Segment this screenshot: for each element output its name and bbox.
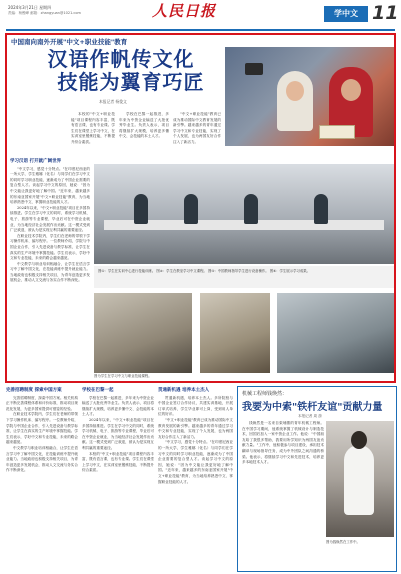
lab-photo xyxy=(94,164,394,264)
profile-paragraph: 钱焕然是一名来自柬埔寨的青年机械工程师。在中国学习期间，他系统掌握了机械设计与制造技术，回国后加入一家中资企业工作。他说："中国朋友给了我很多帮助，我要用所学知识为两国友谊贡献力量。"工作中，他积极参与项目建设，承担技术翻译与现场指导任务，成为中外团队之间沟通的桥梁。他表示，将继续学习中文和先进技术，培养更多本地技术人才。 xyxy=(242,421,324,465)
lower-paragraph-2: 学校在巴黎一起推进，多年来为中资企业输送了大批优秀毕业生。负责人表示，项目将继续扩大规模，培养更多懂中文、会技能的本土人才。 xyxy=(82,395,154,417)
intro-column-a xyxy=(71,112,115,158)
headline-line-2: 技能为翼育巧匠 xyxy=(57,70,205,94)
left-paragraph-3: 在职业技术学院内，学生们在老师的带领下学习操作机床、编写程序。一位教师介绍，学院与中国企业合作，引入先进设备与教学标准，让学生在真实的生产环境中掌握技能。学生们表示，学好中文和专业技能，未来的路会越来越宽。 xyxy=(10,233,90,261)
intro-paragraph-a: 本校的"中文+职业技能"项目课程内容丰富，既有语言课，也有专业课。学生们在课堂上学习中文，在实训室里锻炼技能，不断提升综合素质。 xyxy=(71,112,115,144)
profile-byline: 本报记者 周 游 xyxy=(298,414,322,418)
intro-column-b xyxy=(119,112,169,158)
lower-paragraph-1c: 中文教学与职业培训相融合，让学生在语言学习中了解中国文化，在技能训练中提升就业能力。当地政府也积极支持相关项目，为青年创造更多发展机会，推动人文交流与务实合作不断深化。 xyxy=(6,445,78,473)
lab-person-1 xyxy=(134,194,148,224)
lower-paragraph-1b: 在职业技术学院内，学生们在老师的带领下学习操作机床、编写程序。一位教师介绍，学院与中国企业合作，引入先进设备与教学标准，让学生在真实的生产环境中掌握技能。学生们表示，学好中文和专业技能，未来的路会越来越宽。 xyxy=(6,412,78,445)
feature-article xyxy=(5,33,396,383)
caption-box xyxy=(94,266,394,288)
lower-column-1 xyxy=(6,386,78,572)
left-paragraph-4: 中文教学与职业培训相融合，让学生在语言学习中了解中国文化，在技能训练中提升就业能力。当地政府也积极支持相关项目，为青年创造更多发展机会，推动人文交流与务实合作不断深化。 xyxy=(10,261,90,283)
lab-person-2 xyxy=(184,194,198,224)
profile-title: 我要为中索"铁杆友谊"贡献力量 xyxy=(242,402,383,413)
subhead-4: 完善招聘制度 探索中国方案 xyxy=(6,388,62,393)
lab-person-3 xyxy=(244,194,258,224)
photo-small-2 xyxy=(200,293,270,373)
face-left xyxy=(286,81,304,101)
calligraphy-scroll xyxy=(319,125,355,139)
intro-paragraph-b: 学校在巴黎一起推进，多年来为中资企业输送了大批优秀毕业生。负责人表示，项目将继续扩大规模，培养更多懂中文、会技能的本土人才。 xyxy=(119,112,169,139)
engineer-head xyxy=(351,431,367,449)
feature-kicker: 中国南向南外开展"中文+职业技能"教育 xyxy=(11,38,128,46)
masthead xyxy=(0,0,401,30)
photo-small-3 xyxy=(277,293,394,373)
page-number: 11 xyxy=(372,2,399,24)
profile-caption: 图为钱焕然在工作中。 xyxy=(326,540,360,544)
feature-byline: 本报记者 杨俊文 xyxy=(99,99,127,104)
lower-paragraph-3b: "中文+职业技能"教育已成为推动国际中文教育发展的新引擎。越来越多的青年通过学习中文和专业技能，实现了个人发展，也为两国友好合作注入了新活力。 xyxy=(158,417,233,439)
subhead-2: 学校在巴黎一起 xyxy=(82,388,114,393)
engineer-figure xyxy=(344,445,374,515)
main-photo-caption: 图为学生在学习中文与职业技能课程。 xyxy=(94,374,152,378)
subhead-3: 贯通新机遇 培养本土杰人 xyxy=(158,388,210,393)
person-left xyxy=(277,71,313,131)
profile-kicker: 机械工程师钱焕然： xyxy=(242,391,288,397)
lower-paragraph-3c: "中文学习，感觉十分特点。"在印度尼西亚的一所大学，学生雅娜（化名）与同学们在学习中文的同时学习职业技能，逐渐成为了中国企业需要的复合型人才。谈起学习中文的原因，她说："因为中文能让我更好地了解中国。"近年来，越来越多的东南亚国家开展"中文+职业技能"教育，为当地培养熟悉中文、掌握职业技能的人才。 xyxy=(158,440,233,484)
lower-paragraph-2b: 2024年以来，"中文+职业技能"项目在多国持续推进。学生在学习中文的同时，系统学习机械、电子、旅游等专业课程，毕业后可在中资企业就业，为当地经济社会发展作出贡献。这一模式受到广泛欢迎，被认为是实现互利共赢的重要途径。 xyxy=(82,417,154,450)
left-column xyxy=(10,157,90,381)
headline-line-1: 汉语作帆传文化 xyxy=(47,47,195,71)
feature-headline xyxy=(21,48,221,94)
lower-paragraph-1: 完善招聘制度，探索中国方案。相关机构正不断完善课程体系和评价标准，推动项目规范化发展，为更多国家提供可借鉴的经验。 xyxy=(6,395,78,411)
photo-small-1 xyxy=(94,293,192,373)
lower-paragraph-3: 贯通新机遇，培养本土杰人。多所院校与中国企业签订合作协议，共建实训基地，开展订单式培养，学生毕业即可上岗，受到用人单位的好评。 xyxy=(158,395,233,417)
newspaper-logo: 人民日报 xyxy=(152,2,217,20)
profile-article xyxy=(237,386,397,572)
header-rule xyxy=(6,29,395,31)
issue-date: 2024年3月21日 星期四 xyxy=(8,5,52,10)
intro-paragraph-c: "中文+职业技能"教育已成为推动国际中文教育发展的新引擎。越来越多的青年通过学习中文和专业技能，实现了个人发展，也为两国友好合作注入了新活力。 xyxy=(173,112,221,144)
lower-paragraph-2c: 本校的"中文+职业技能"项目课程内容丰富，既有语言课，也有专业课。学生们在课堂上学习中文，在实训室里锻炼技能，不断提升综合素质。 xyxy=(82,451,154,473)
face-right xyxy=(341,79,361,101)
profile-photo xyxy=(326,421,394,537)
photo-caption: 图①：学生在实训中心进行技能训练。 图②：学生在教室学习中文课程。 图③：中国教师指导学生进行设备操作。 图④：学生展示学习成果。 xyxy=(98,269,311,273)
left-paragraph-1: "中文学习，感觉十分特点。"在印度尼西亚的一所大学，学生雅娜（化名）与同学们在学习中文的同时学习职业技能，逐渐成为了中国企业需要的复合型人才。谈起学习中文的原因，她说："因为中文能让我更好地了解中国。"近年来，越来越多的东南亚国家开展"中文+职业技能"教育，为当地培养熟悉中文、掌握职业技能的人才。 xyxy=(10,166,90,205)
main-photo xyxy=(225,47,394,146)
lab-person-4 xyxy=(314,194,328,224)
intro-column-c xyxy=(173,112,221,158)
lower-column-2 xyxy=(82,386,154,572)
camera-phone xyxy=(245,63,263,75)
lower-column-3 xyxy=(158,386,233,572)
left-paragraph-2: 2024年以来，"中文+职业技能"项目在多国持续推进。学生在学习中文的同时，系统学习机械、电子、旅游等专业课程，毕业后可在中资企业就业，为当地经济社会发展作出贡献。这一模式受到广泛欢迎，被认为是实现互利共赢的重要途径。 xyxy=(10,205,90,233)
editor-info: 责编：杨俊峰 邮箱：zhangyuan@1021.com xyxy=(8,11,81,15)
section-label: 学中文 xyxy=(324,6,368,22)
subhead-1: 学习汉语 打开就广阔世界 xyxy=(10,159,62,164)
profile-body xyxy=(242,421,324,569)
